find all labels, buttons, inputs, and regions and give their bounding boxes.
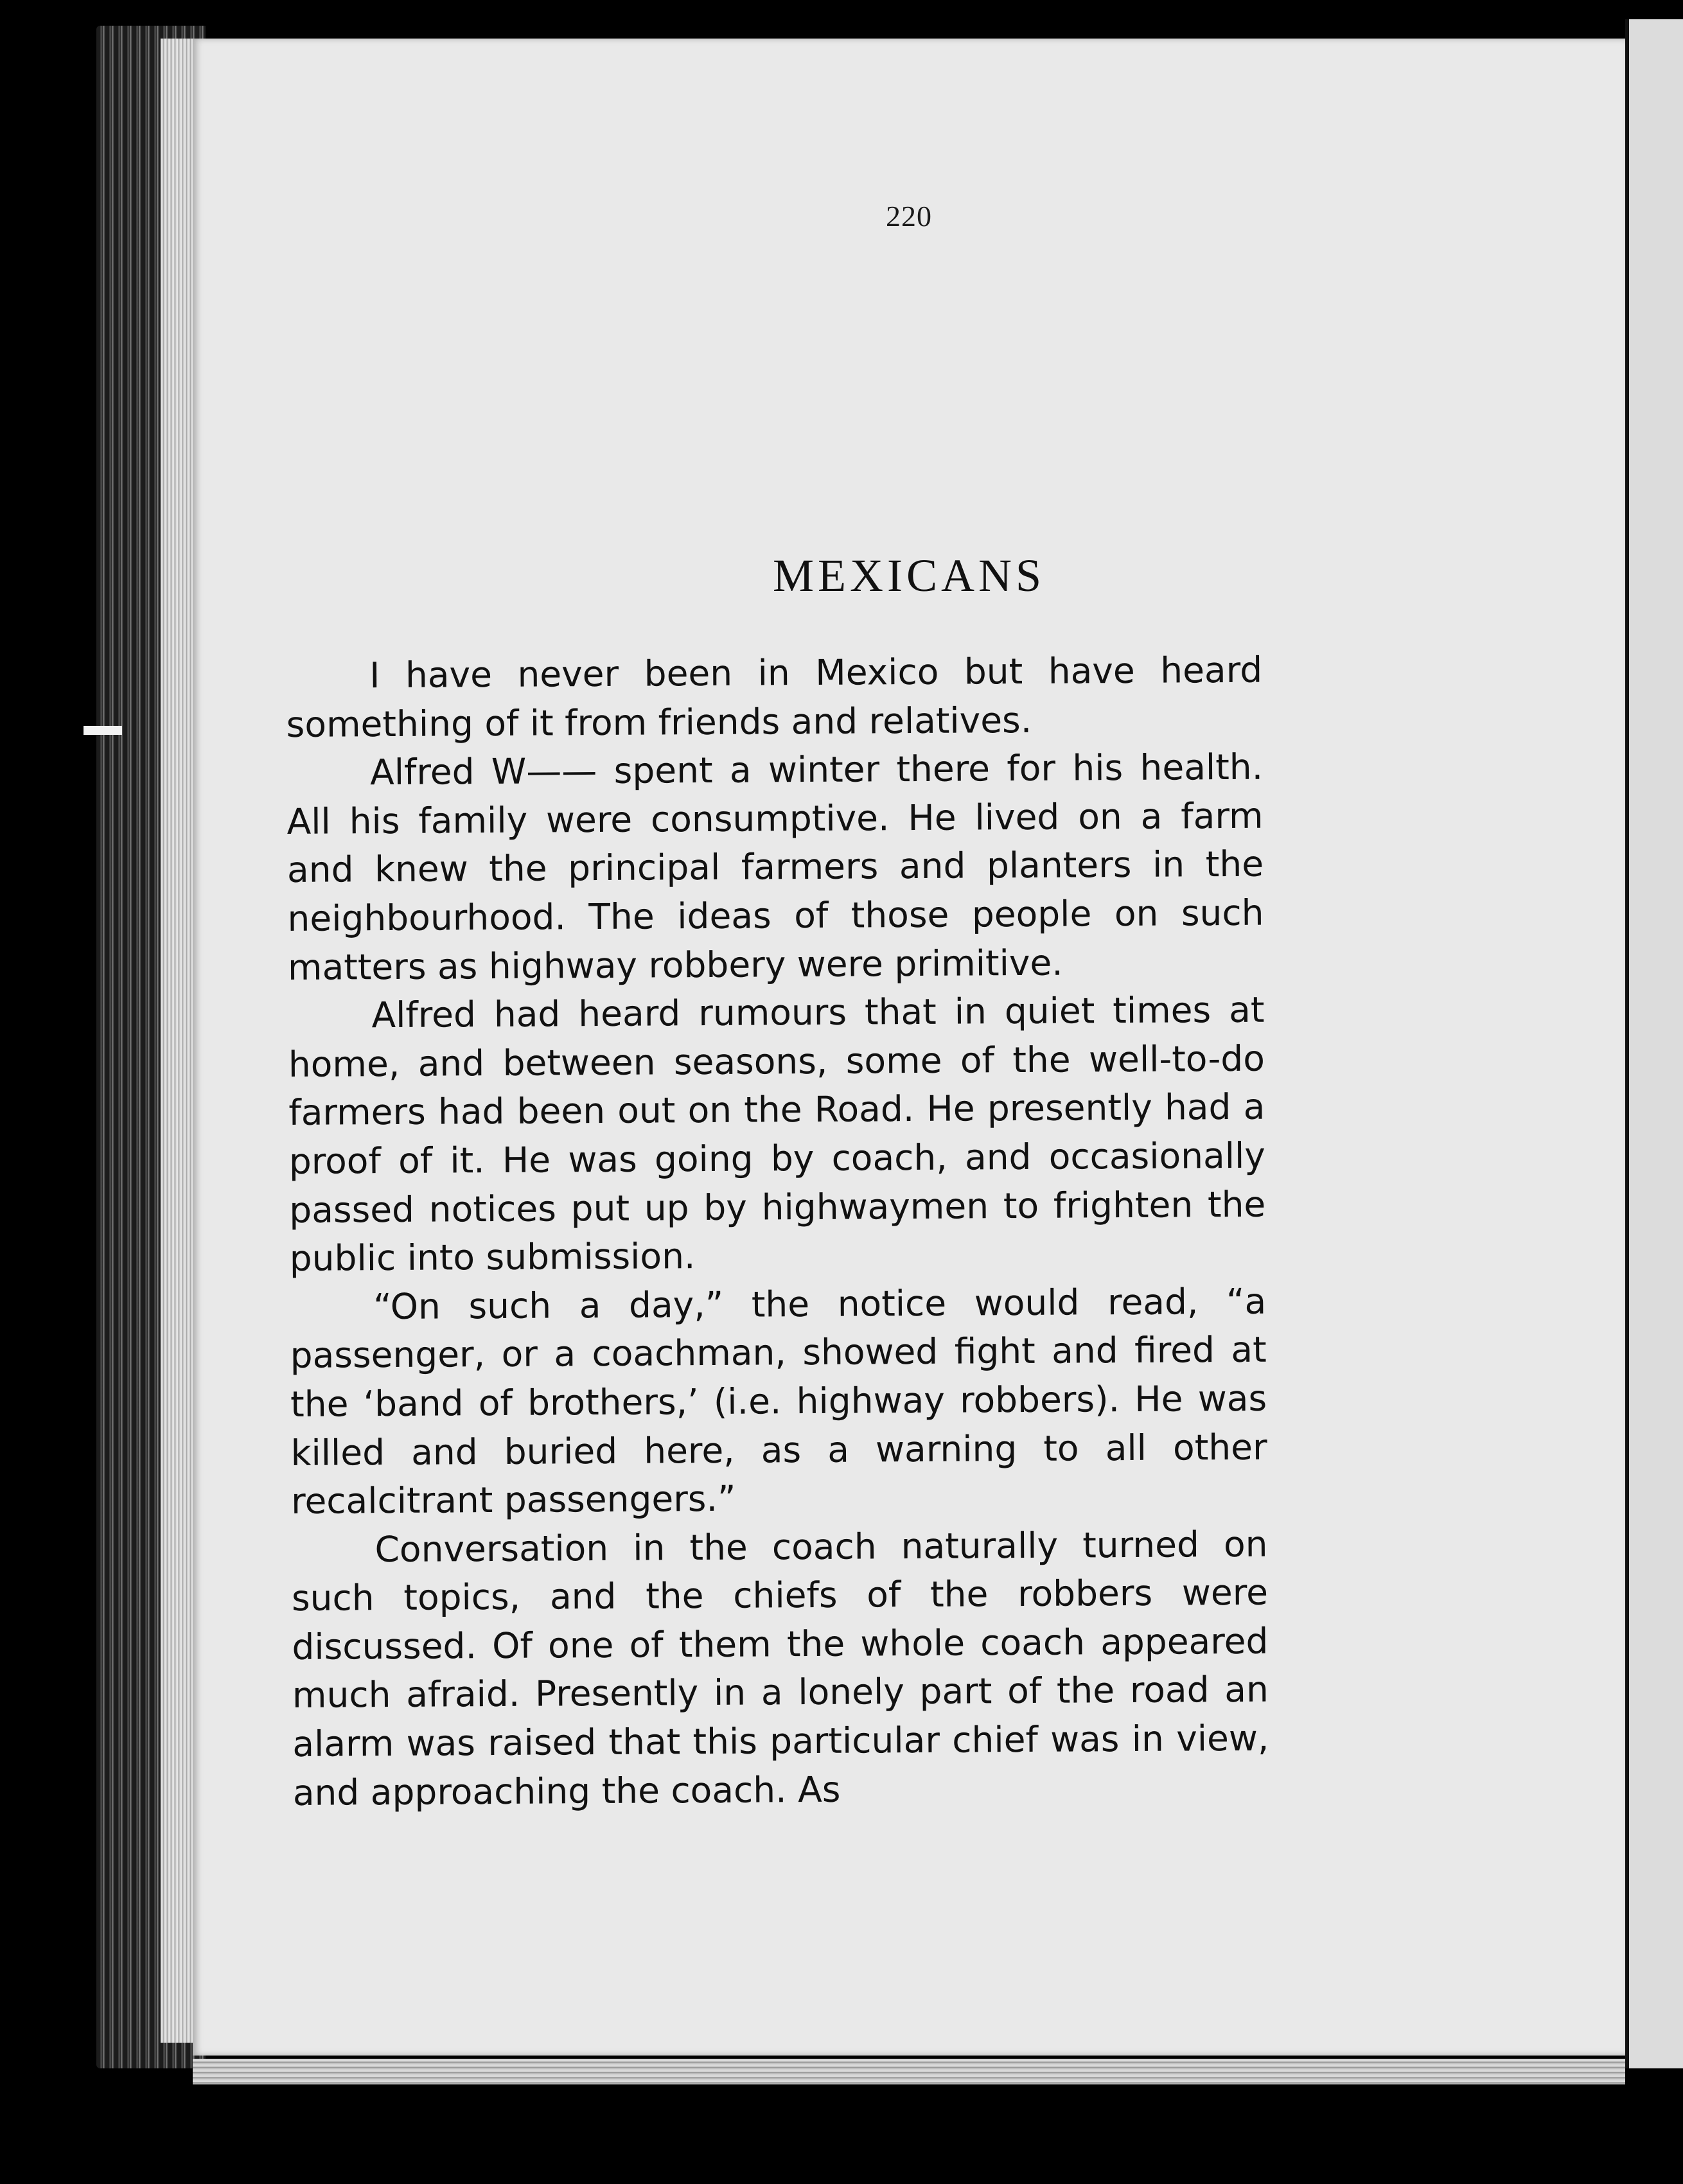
facing-page-edge — [1625, 19, 1683, 2068]
paragraph: I have never been in Mexico but have heard something of it from friends and relatives. — [286, 649, 1263, 745]
paragraph: “On such a day,” the notice would read, “a passenger, or a coachman, showed fight and fired at the ‘band of brothers,’ (i.e. highway robbers). He was killed and buried here, as a warning to all other recalcitrant passengers.” — [290, 1280, 1267, 1522]
paragraph: Alfred had heard rumours that in quiet times at home, and between seasons, some of the well-to-do farmers had been out on the Road. He presently had a proof of it. He was going by coach, and occasionally passed notices put up by highwaymen to frighten the public into submission. — [288, 989, 1266, 1280]
page-number: 220 — [886, 200, 932, 233]
paragraph: Alfred W—— spent a winter there for his health. All his family were consumptive. He lived on a farm and knew the principal farmers and planters in the neighbourhood. The ideas of those people on such matters as highway robbery were primitive. — [286, 746, 1264, 988]
paragraph: Conversation in the coach naturally turned on such topics, and the chiefs of the robbers were discussed. Of one of them the whole coach appeared much afraid. Presently in a lonely part of the road an alarm was raised that this particular chief was in view, and approaching the coach. As — [291, 1523, 1269, 1813]
body-text — [286, 646, 1269, 1818]
page-bottom-edge — [193, 2059, 1625, 2084]
binding-mark — [84, 726, 122, 735]
chapter-title: MEXICANS — [772, 550, 1046, 601]
